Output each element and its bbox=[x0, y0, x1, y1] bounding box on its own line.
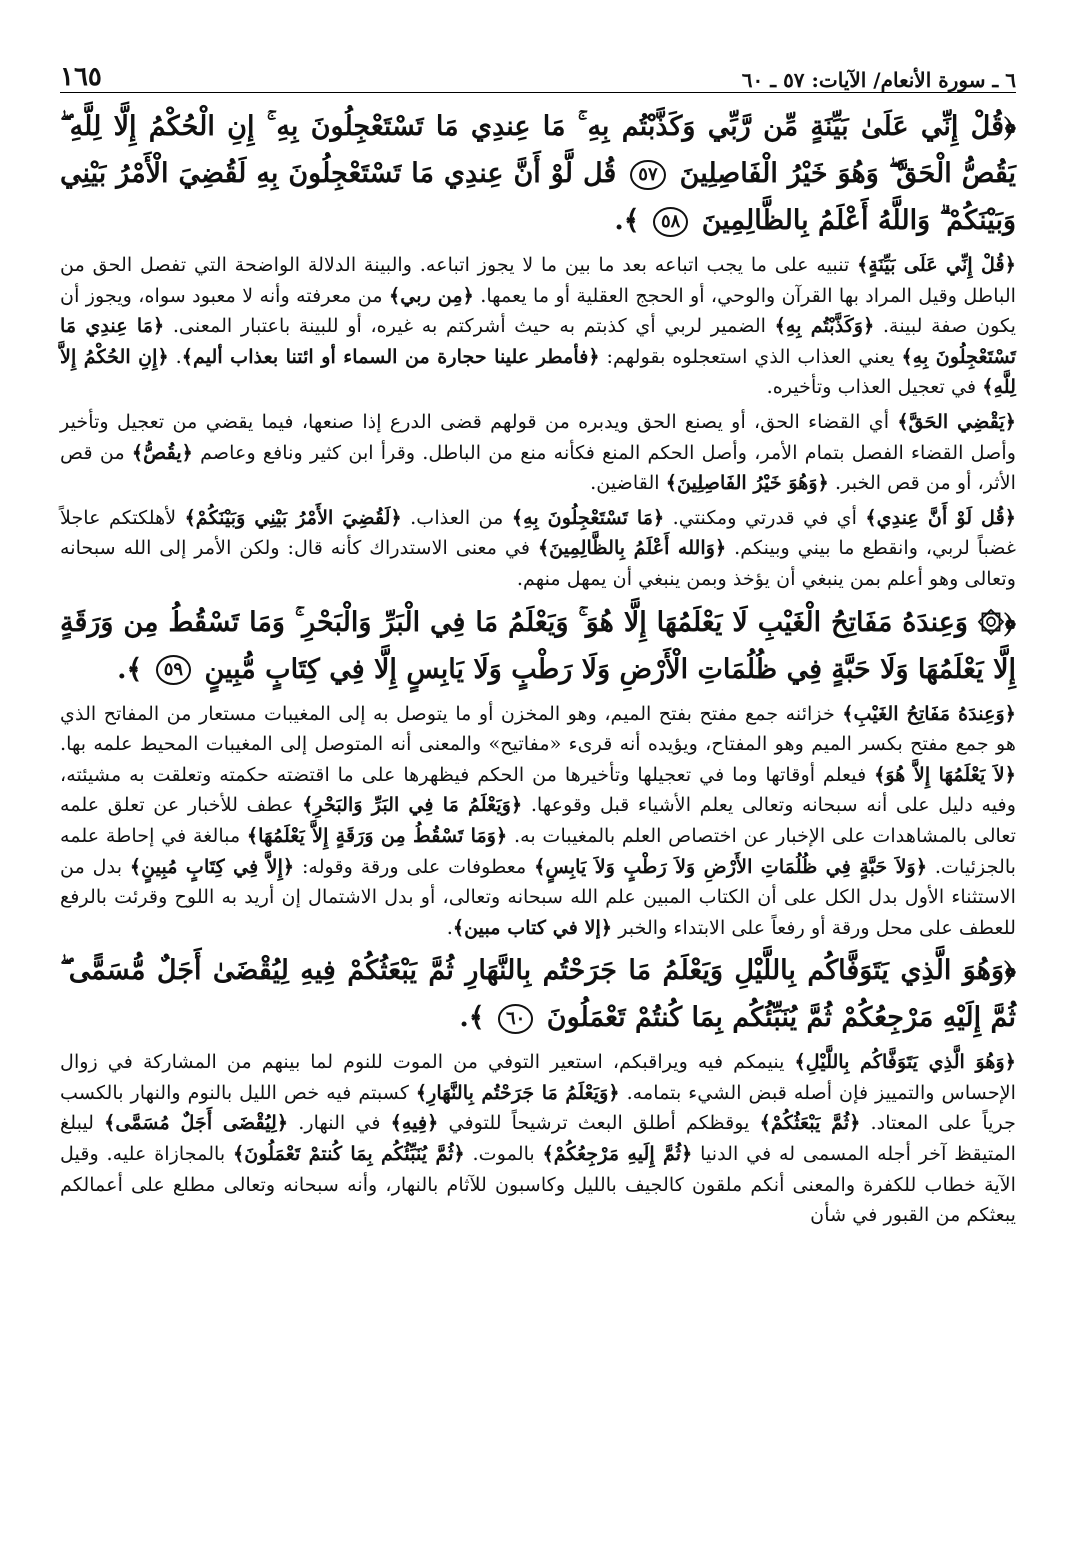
commentary-text: عطف للأخبار عن تعلق علمه تعالى بالمشاهدات على الإخبار عن اختصاص العلم بالمغيبات به. bbox=[60, 793, 1016, 847]
quoted-verse-phrase: ﴿قُل لَوْ أَنَّ عِندِي﴾ bbox=[865, 505, 1017, 529]
commentary-text: أي القضاء الحق، أو يصنع الحق ويدبره من قولهم قضى الدرع إذا صنعها، فيما يقضي من تعجيل وتأخير وأصل القضاء الفصل بتمام الأمر، وأصل الحكم المنع فكأنه منع من الباطل. وقرأ ابن كثير ونافع وعاصم bbox=[60, 409, 1016, 464]
commentary-text: في معنى الاستدراك كأنه قال: ولكن الأمر إلى الله سبحانه وتعالى وهو أعلم بمن ينبغي أن يؤخذ وبمن ينبغي أن يمهل منهم. bbox=[60, 536, 1016, 590]
commentary-text: كسبتم فيه خص الليل بالنوم والنهار بالكسب جرياً على المعتاد. bbox=[60, 1080, 1016, 1135]
quoted-verse-phrase: ﴿قُلْ إِنِّي عَلَى بَيِّنَةٍ﴾ bbox=[857, 253, 1016, 276]
quran-verse-60 bbox=[60, 947, 1016, 1041]
commentary-text: يعني العذاب الذي استعجلوه بقولهم: bbox=[599, 344, 902, 368]
commentary-text: ليبلغ المتيقظ آخر أجله المسمى له في الدنيا bbox=[60, 1111, 1016, 1166]
commentary-paragraph bbox=[60, 503, 1016, 595]
quoted-verse-phrase: ﴿لاَ يَعْلَمُهَا إِلاَّ هُوَ﴾ bbox=[874, 762, 1016, 786]
quoted-verse-phrase: ﴿يَقْضِي الحَقَّ﴾ bbox=[897, 409, 1016, 433]
verse-number-marker: ٥٧ bbox=[630, 160, 665, 190]
running-header bbox=[60, 52, 1016, 93]
commentary-text: من العذاب. bbox=[401, 505, 512, 529]
commentary-text: تنبيه على ما يجب اتباعه بعد ما بين ما لا يجوز اتباعه. والبينة الدلالة الواضحة التي تفصل الحق من الباطل وقيل المراد بها القرآن والوحي، أو الحجج العقلية أو ما يعمها. bbox=[60, 253, 1017, 307]
verse-end-bracket: ﴾. bbox=[117, 653, 143, 685]
quoted-verse-phrase: ﴿فأمطر علينا حجارة من السماء أو ائتنا بعذاب أليم﴾ bbox=[181, 344, 600, 368]
quoted-verse-phrase: ﴿فِيهِ﴾ bbox=[390, 1111, 439, 1135]
verse-text: ﴿وَهُوَ الَّذِي يَتَوَفَّاكُم بِاللَّيْلِ وَيَعْلَمُ مَا جَرَحْتُم بِالنَّهَارِ ثُمَّ يَبْعَثُكُمْ فِيهِ لِيُقْضَىٰ أَجَلٌ مُّسَمًّى ۖ ثُمَّ إِلَيْهِ مَرْجِعُكُمْ ثُمَّ يُنَبِّئُكُم بِمَا كُنتُمْ تَعْمَلُونَ bbox=[60, 955, 1016, 1034]
quoted-verse-phrase: ﴿وَكَذَّبْتُم بِهِ﴾ bbox=[774, 314, 875, 338]
verse-number-marker: ٥٩ bbox=[156, 655, 191, 685]
commentary-text: في النهار. bbox=[288, 1111, 391, 1135]
commentary-text: فيعلم أوقاتها وما في تعجيلها وتأخيرها من الحكم فيظهرها على ما اقتضته حكمته وتعلقت به مشيئته، وفيه دليل على أنه سبحانه وتعالى يعلم الأشياء قبل وقوعها. bbox=[60, 762, 1016, 817]
commentary-text: بدل من الاستثناء الأول بدل الكل على أن الكتاب المبين علم الله سبحانه وتعالى، أو بدل الاشتمال إن أريد به اللوح وقرئت بالرفع للعطف على محل ورقة أو رفعاً على الابتداء والخبر bbox=[60, 854, 1016, 939]
commentary-paragraph bbox=[60, 407, 1016, 499]
commentary-text: بالمجازاة عليه. وقيل الآية خطاب للكفرة والمعنى أنكم ملقون كالجيف بالليل وكاسبون للآثام بالنهار، وأنه سبحانه وتعالى مطلع على أعمالكم يبعثكم من القبور في شأن bbox=[60, 1142, 1016, 1227]
verse-text: ﴿۞ وَعِندَهُ مَفَاتِحُ الْغَيْبِ لَا يَعْلَمُهَا إِلَّا هُوَ ۚ وَيَعْلَمُ مَا فِي الْبَرِّ وَالْبَحْرِ ۚ وَمَا تَسْقُطُ مِن وَرَقَةٍ إِلَّا يَعْلَمُهَا وَلَا حَبَّةٍ فِي ظُلُمَاتِ الْأَرْضِ وَلَا رَطْبٍ وَلَا يَابِسٍ إِلَّا فِي كِتَابٍ مُّبِينٍ bbox=[60, 606, 1016, 685]
commentary-text: من قص الأثر، أو من قص الخبر. bbox=[60, 440, 1016, 495]
commentary-text: مبالغة في إحاطة علمه بالجزئيات. bbox=[60, 823, 1017, 878]
commentary-text: القاضين. bbox=[590, 471, 666, 495]
quoted-verse-phrase: ﴿وَمَا تَسْقُطُ مِن وَرَقَةٍ إِلاَّ يَعْلَمُهَا﴾ bbox=[246, 823, 508, 847]
verse-number-marker: ٥٨ bbox=[653, 207, 688, 237]
quoted-verse-phrase: ﴿مَا تَسْتَعْجِلُونَ بِهِ﴾ bbox=[511, 505, 665, 529]
quoted-verse-phrase: ﴿وَعِندَهُ مَفَاتِحُ الغَيْبِ﴾ bbox=[842, 701, 1016, 725]
commentary-text: يوقظكم أطلق البعث ترشيحاً للتوفي bbox=[438, 1111, 760, 1135]
quoted-verse-phrase: ﴿وَلاَ حَبَّةٍ فِي ظُلُمَاتِ الأَرْضِ وَلاَ رَطْبٍ وَلاَ يَابِسٍ﴾ bbox=[534, 854, 928, 878]
running-header-title: ٦ ـ سورة الأنعام/ الآيات: ٥٧ ـ ٦٠ bbox=[741, 68, 1016, 92]
quoted-verse-phrase: ﴿لِيُقْضَى أَجَلٌ مُسَمَّى﴾ bbox=[104, 1111, 289, 1135]
quoted-verse-phrase: ﴿إِنِ الحُكْمُ إِلاَّ لِلَّهِ﴾ bbox=[60, 344, 1016, 399]
commentary-text: ينيمكم فيه ويراقبكم، استعير التوفي من الموت للنوم لما بينهم من المشاركة في زوال الإحساس والتمييز فإن أصله قبض الشيء بتمامه. bbox=[60, 1050, 1016, 1104]
quoted-verse-phrase: ﴿وَيَعْلَمُ مَا جَرَحْتُم بِالنَّهَارِ﴾ bbox=[415, 1080, 620, 1104]
commentary-paragraph bbox=[60, 250, 1016, 403]
quoted-verse-phrase: ﴿مَا عِندِي مَا تَسْتَعْجِلُونَ بِهِ﴾ bbox=[60, 314, 1016, 368]
commentary-text: أي في قدرتي ومكنتي. bbox=[664, 505, 866, 529]
commentary-paragraph bbox=[60, 1047, 1016, 1231]
quoted-verse-phrase: ﴿يقُصُّ﴾ bbox=[131, 440, 193, 464]
quoted-verse-phrase: ﴿ثُمَّ يُنَبِّئُكُم بِمَا كُنتمْ تَعْمَلُونَ﴾ bbox=[233, 1142, 465, 1166]
quoted-verse-phrase: ﴿وَالله أَعْلَمُ بِالظَّالِمِينَ﴾ bbox=[537, 536, 727, 560]
commentary-text: . bbox=[446, 915, 453, 939]
quoted-verse-phrase: ﴿ثُمَّ إِلَيهِ مَرْجِعُكُمْ﴾ bbox=[542, 1142, 693, 1166]
commentary-text: لأهلكتكم عاجلاً غضباً لربي، وانقطع ما بيني وبينكم. bbox=[60, 505, 1016, 560]
verse-text: ﴿قُلْ إِنِّي عَلَىٰ بَيِّنَةٍ مِّن رَّبِّي وَكَذَّبْتُم بِهِ ۚ مَا عِندِي مَا تَسْتَعْجِلُونَ بِهِ ۚ إِنِ الْحُكْمُ إِلَّا لِلَّهِ ۖ يَقُصُّ الْحَقَّ ۖ وَهُوَ خَيْرُ الْفَاصِلِينَ bbox=[60, 111, 1016, 189]
commentary-text: الضمير لربي أي كذبتم به حيث أشركتم به غيره، أو للبينة باعتبار المعنى. bbox=[164, 314, 775, 338]
commentary-text: . bbox=[168, 344, 182, 368]
commentary-text: من معرفته وأنه لا معبود سواه، ويجوز أن يكون صفة لبينة. bbox=[60, 283, 1016, 338]
quoted-verse-phrase: ﴿وَيَعْلَمُ مَا فِي البَرِّ وَالبَحْرِ﴾ bbox=[302, 793, 523, 817]
book-page bbox=[60, 52, 1016, 1532]
commentary-text: في تعجيل العذاب وتأخيره. bbox=[766, 375, 983, 399]
quoted-verse-phrase: ﴿إِلاَّ فِي كِتَابٍ مُبِينٍ﴾ bbox=[129, 854, 295, 878]
quoted-verse-phrase: ﴿لَقُضِيَ الأَمْرُ بَيْنِي وَبَيْنَكُمْ﴾ bbox=[184, 505, 402, 529]
commentary-paragraph bbox=[60, 699, 1016, 944]
quoted-verse-phrase: ﴿ثُمَّ يَبْعَثُكُمْ﴾ bbox=[759, 1111, 861, 1135]
commentary-text: خزائنه جمع مفتح بفتح الميم، وهو المخزن أو ما يتوصل به إلى المغيبات مستعار من المفاتح الذي هو جمع مفتح بكسر الميم وهو المفتاح، ويؤيده أنه قرىء «مفاتيح» والمعنى أنه المتوصل إلى المغيبات المحيط علمه بها. bbox=[60, 701, 1016, 756]
quoted-verse-phrase: ﴿وَهُوَ الَّذِي يَتَوَفَّاكُم بِاللَّيْلِ﴾ bbox=[794, 1050, 1016, 1074]
commentary-text: بالموت. bbox=[464, 1142, 543, 1166]
commentary-text: معطوفات على ورقة وقوله: bbox=[294, 854, 535, 878]
quoted-verse-phrase: ﴿مِن ربي﴾ bbox=[389, 283, 474, 307]
verse-end-bracket: ﴾. bbox=[614, 205, 640, 236]
verse-number-marker: ٦٠ bbox=[498, 1004, 533, 1034]
verse-end-bracket: ﴾. bbox=[459, 1002, 485, 1034]
page-number: ١٦٥ bbox=[60, 62, 102, 92]
quran-verses-57-58 bbox=[60, 103, 1016, 244]
quoted-verse-phrase: ﴿وَهُوَ خَيْرُ الفَاصِلِينَ﴾ bbox=[665, 471, 829, 495]
quoted-verse-phrase: ﴿إلا في كتاب مبين﴾ bbox=[452, 915, 613, 939]
verse-text: قُل لَّوْ أَنَّ عِندِي مَا تَسْتَعْجِلُونَ بِهِ لَقُضِيَ الْأَمْرُ بَيْنِي وَبَيْنَكُمْ ۗ وَاللَّهُ أَعْلَمُ بِالظَّالِمِينَ bbox=[60, 158, 1016, 236]
quran-verse-59 bbox=[60, 599, 1016, 693]
